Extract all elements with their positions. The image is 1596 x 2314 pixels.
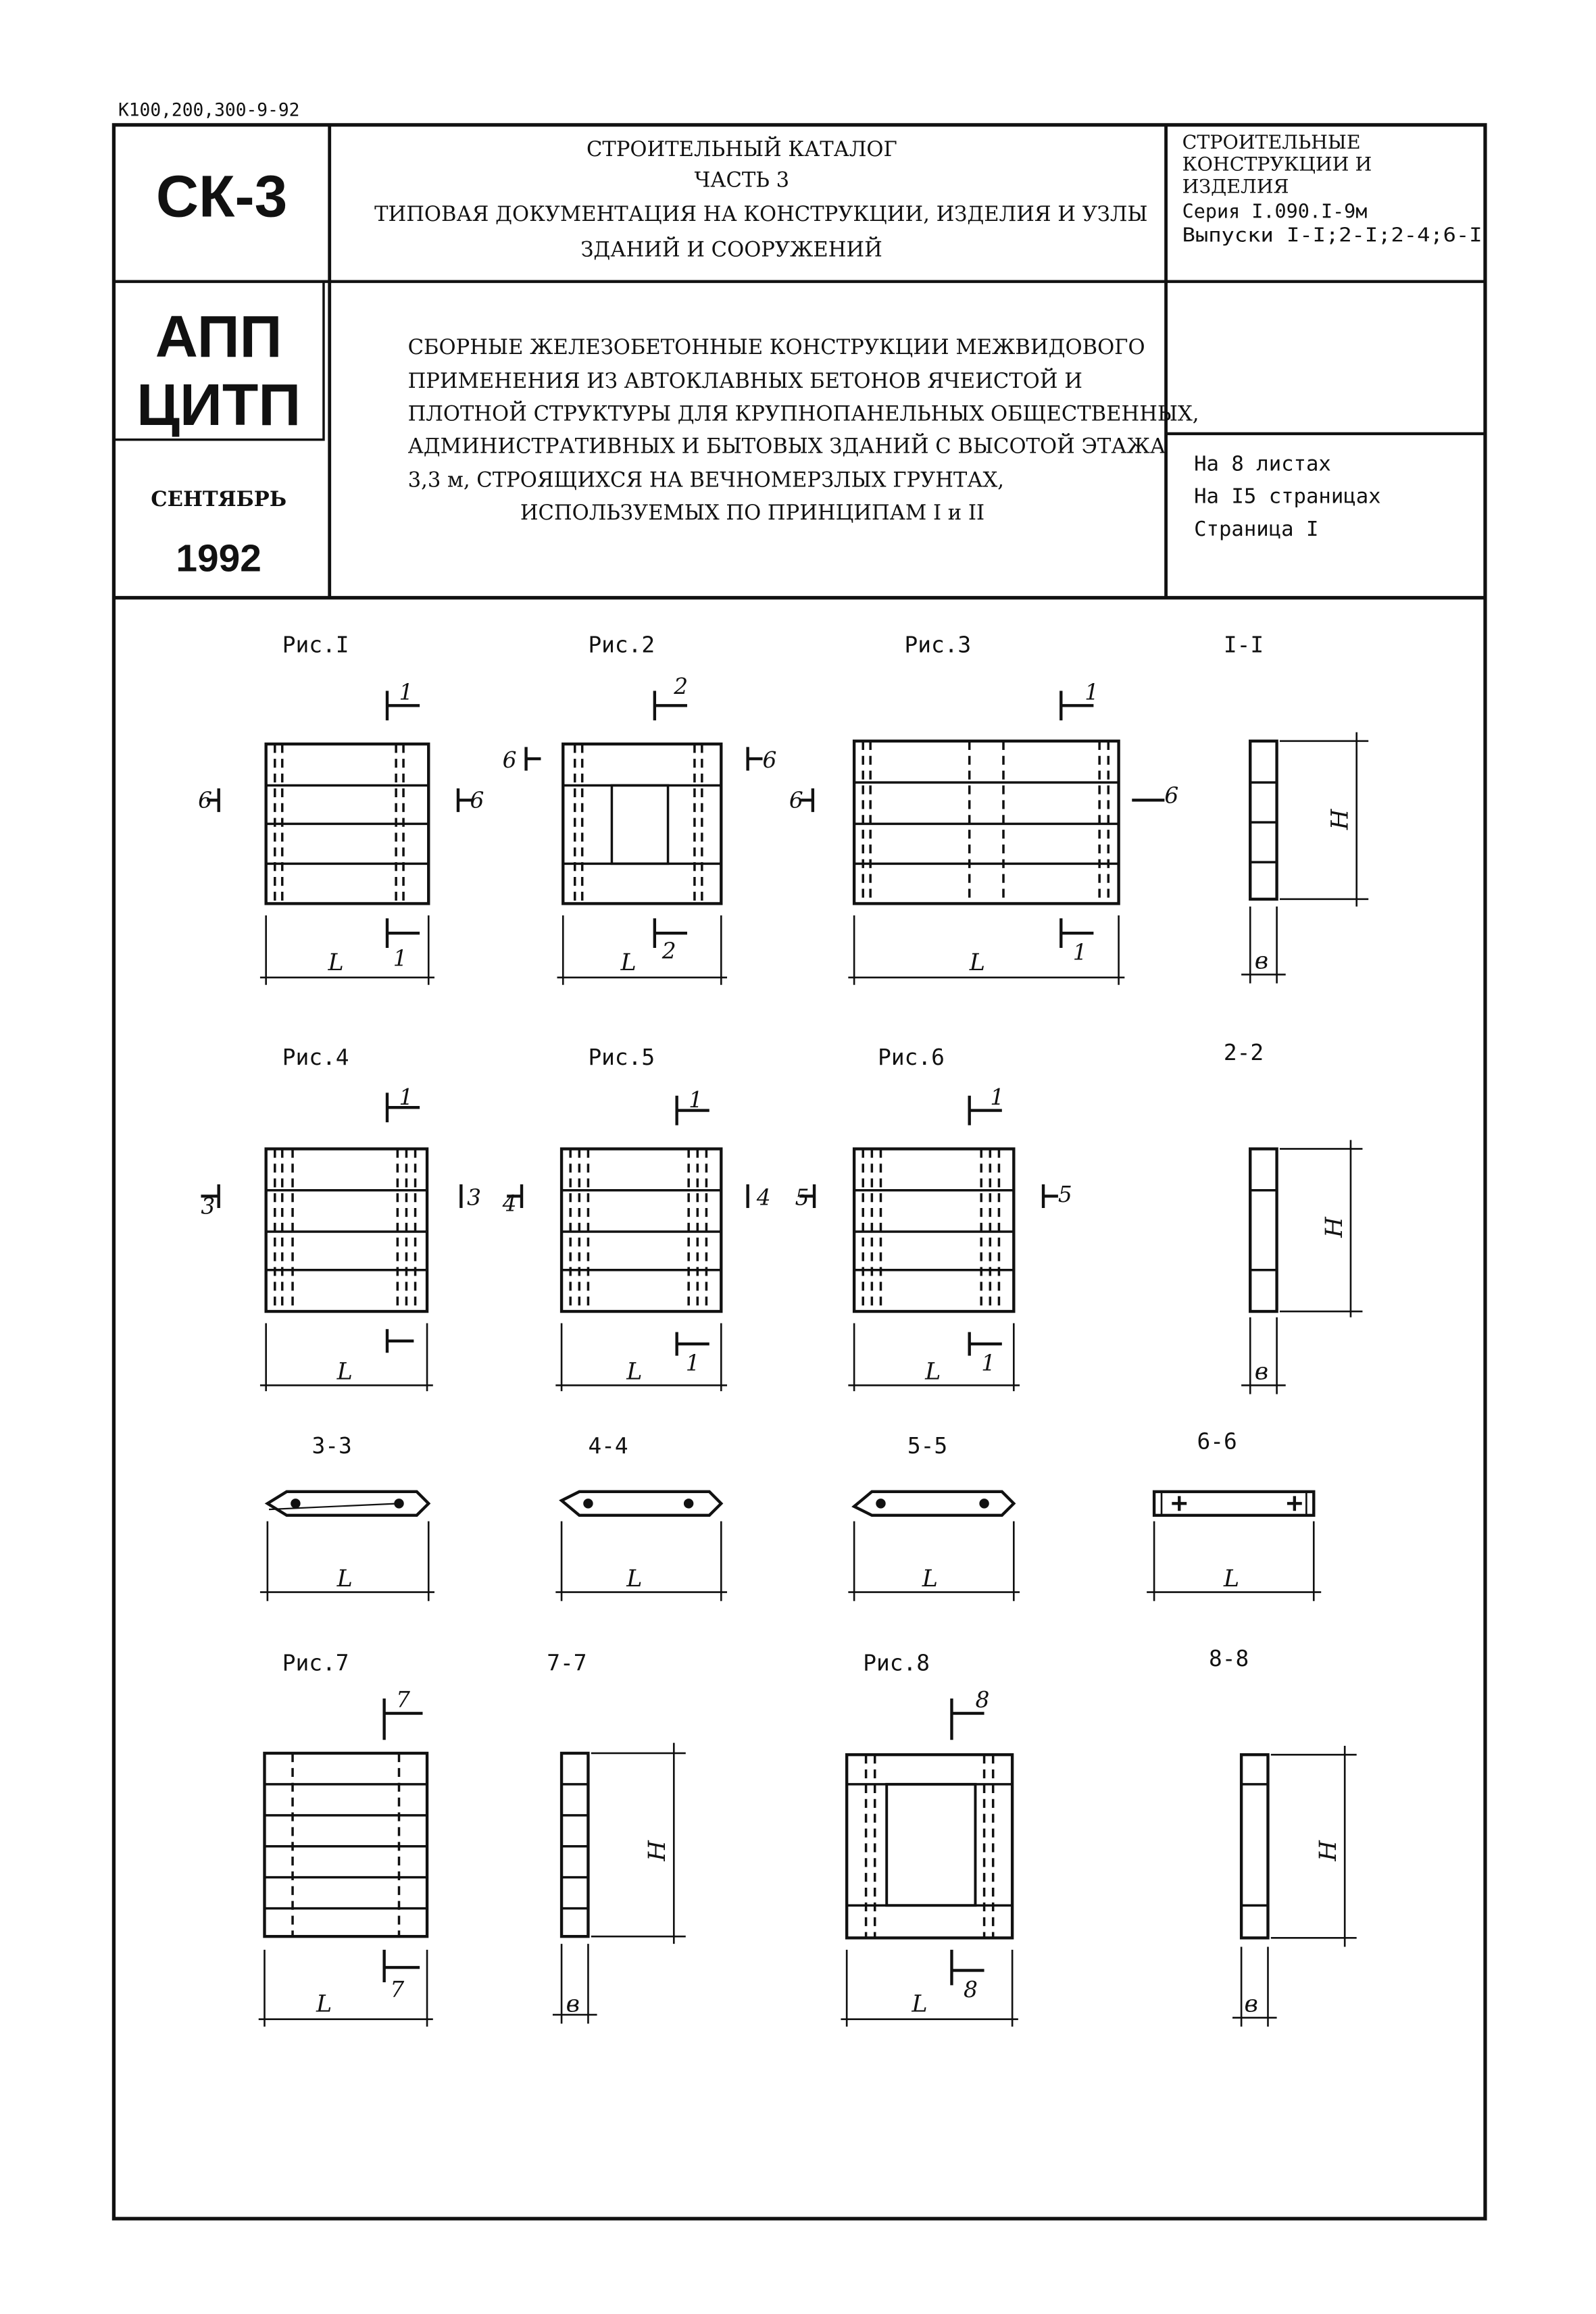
length-label: L — [336, 1358, 353, 1386]
figure-7-label: Рис.7 — [282, 1650, 349, 1676]
svg-text:6: 6 — [198, 787, 212, 813]
svg-text:На I5 страницах: На I5 страницах — [1194, 484, 1381, 509]
svg-text:3: 3 — [201, 1193, 216, 1219]
length-label: L — [1223, 1565, 1240, 1592]
panel-figure-5 — [507, 1096, 747, 1391]
figure-1-label: Рис.I — [282, 632, 349, 658]
svg-text:Страница I: Страница I — [1194, 517, 1319, 541]
svg-text:СТРОИТЕЛЬНЫЕ: СТРОИТЕЛЬНЫЕ — [1182, 130, 1361, 153]
svg-text:1: 1 — [981, 1350, 996, 1376]
panel-figure-6 — [799, 1096, 1058, 1391]
figure-8-label: Рис.8 — [863, 1650, 930, 1676]
svg-text:КОНСТРУКЦИИ И: КОНСТРУКЦИИ И — [1182, 153, 1372, 176]
svg-text:8: 8 — [975, 1687, 990, 1713]
svg-text:1: 1 — [689, 1087, 703, 1113]
svg-text:Серия I.090.I-9м: Серия I.090.I-9м — [1182, 200, 1368, 223]
section-8-8 — [1232, 1746, 1357, 2027]
section-6-6-label: 6-6 — [1197, 1428, 1237, 1455]
svg-text:1: 1 — [393, 945, 407, 972]
org-name-line2: ЦИТП — [136, 371, 301, 438]
svg-text:2: 2 — [674, 673, 689, 699]
issue-month: СЕНТЯБРЬ — [151, 487, 287, 512]
height-label: H — [1315, 1840, 1343, 1861]
length-label: L — [626, 1565, 643, 1592]
height-label: H — [1326, 809, 1354, 830]
length-label: L — [626, 1358, 643, 1386]
figure-2-label: Рис.2 — [588, 632, 655, 658]
svg-text:2: 2 — [662, 938, 676, 964]
svg-text:1: 1 — [399, 679, 414, 705]
svg-text:ИЗДЕЛИЯ: ИЗДЕЛИЯ — [1182, 175, 1289, 198]
section-1-1 — [1241, 732, 1368, 984]
length-label: L — [328, 949, 344, 976]
sheet-info — [1194, 453, 1380, 541]
svg-text:На 8 листах: На 8 листах — [1194, 452, 1331, 476]
svg-text:4: 4 — [756, 1184, 771, 1211]
length-label: L — [620, 949, 637, 976]
thickness-label: в — [1254, 1358, 1269, 1386]
svg-text:ПРИМЕНЕНИЯ ИЗ АВТОКЛАВНЫХ БЕТО: ПРИМЕНЕНИЯ ИЗ АВТОКЛАВНЫХ БЕТОНОВ ЯЧЕИСТОЙ И — [407, 370, 1082, 394]
dimension-labels — [316, 808, 1354, 2018]
thickness-label: в — [1254, 947, 1269, 975]
section-7-7 — [553, 1743, 686, 2024]
figure-3-label: Рис.3 — [904, 632, 972, 658]
svg-text:СТРОИТЕЛЬНЫЙ КАТАЛОГ: СТРОИТЕЛЬНЫЙ КАТАЛОГ — [587, 137, 897, 161]
svg-text:1: 1 — [685, 1350, 700, 1376]
series-info — [1182, 131, 1482, 247]
panel-figure-1 — [207, 690, 473, 984]
length-label: L — [912, 1990, 928, 2018]
svg-text:1: 1 — [1084, 679, 1099, 705]
figure-6-label: Рис.6 — [878, 1044, 945, 1070]
panel-figure-4 — [201, 1092, 461, 1391]
length-label: L — [336, 1565, 353, 1592]
issue-year: 1992 — [176, 537, 261, 580]
svg-text:6: 6 — [762, 747, 777, 774]
section-5-5-label: 5-5 — [907, 1433, 948, 1459]
svg-text:3: 3 — [467, 1184, 481, 1211]
svg-text:1: 1 — [399, 1084, 414, 1110]
figure-5-label: Рис.5 — [588, 1044, 655, 1070]
figure-4-label: Рис.4 — [282, 1044, 349, 1070]
section-1-1-label: I-I — [1223, 632, 1264, 658]
length-label: L — [316, 1990, 332, 2018]
svg-text:8: 8 — [963, 1976, 978, 2003]
svg-text:6: 6 — [1164, 782, 1179, 809]
org-name-line1: АПП — [155, 303, 282, 370]
svg-text:СБОРНЫЕ ЖЕЛЕЗОБЕТОННЫЕ КОНСТРУ: СБОРНЫЕ ЖЕЛЕЗОБЕТОННЫЕ КОНСТРУКЦИИ МЕЖВИДОВОГО — [407, 335, 1145, 359]
svg-text:3,3 м, СТРОЯЩИХСЯ НА ВЕЧНОМЕРЗ: 3,3 м, СТРОЯЩИХСЯ НА ВЕЧНОМЕРЗЛЫХ ГРУНТАХ, — [407, 468, 1005, 493]
thickness-label: в — [1244, 1990, 1258, 2018]
document-code: К100,200,300-9-92 — [118, 100, 300, 121]
svg-text:5: 5 — [1057, 1182, 1072, 1208]
section-8-8-label: 8-8 — [1208, 1645, 1249, 1671]
svg-text:4: 4 — [502, 1190, 517, 1217]
height-label: H — [644, 1840, 672, 1861]
section-4-4-label: 4-4 — [588, 1433, 628, 1459]
panel-figure-7 — [259, 1699, 433, 2027]
svg-text:7: 7 — [396, 1687, 411, 1713]
svg-text:ТИПОВАЯ ДОКУМЕНТАЦИЯ НА КОНСТР: ТИПОВАЯ ДОКУМЕНТАЦИЯ НА КОНСТРУКЦИИ, ИЗДЕЛИЯ И УЗЛЫ — [374, 203, 1148, 227]
length-label: L — [922, 1565, 938, 1592]
length-label: L — [969, 949, 985, 976]
svg-text:ЧАСТЬ 3: ЧАСТЬ 3 — [694, 168, 790, 193]
section-mark-numbers — [198, 674, 1178, 2003]
section-2-2 — [1241, 1140, 1362, 1394]
catalog-code: СК-3 — [155, 163, 288, 230]
catalog-title — [374, 136, 1147, 262]
section-2-2-label: 2-2 — [1223, 1040, 1264, 1066]
svg-text:6: 6 — [789, 787, 803, 813]
document-description — [408, 336, 1199, 525]
section-7-7-label: 7-7 — [547, 1650, 587, 1676]
panel-figure-3 — [801, 690, 1164, 984]
svg-text:Выпуски I-I;2-I;2-4;6-I: Выпуски I-I;2-I;2-4;6-I — [1182, 224, 1482, 247]
thickness-label: в — [566, 1990, 580, 2018]
height-label: H — [1320, 1217, 1348, 1238]
svg-text:1: 1 — [990, 1084, 1005, 1110]
svg-text:6: 6 — [470, 787, 484, 813]
svg-text:5: 5 — [795, 1184, 809, 1211]
section-3-3-label: 3-3 — [311, 1433, 352, 1459]
svg-text:ПЛОТНОЙ СТРУКТУРЫ ДЛЯ КРУПНОПА: ПЛОТНОЙ СТРУКТУРЫ ДЛЯ КРУПНОПАНЕЛЬНЫХ ОБЩЕСТВЕННЫХ, — [407, 402, 1199, 426]
svg-text:7: 7 — [390, 1976, 405, 2003]
svg-text:1: 1 — [1072, 939, 1087, 965]
panel-figure-2 — [526, 690, 763, 984]
panel-figure-8 — [841, 1699, 1018, 2027]
svg-text:ИСПОЛЬЗУЕМЫХ ПО ПРИНЦИПАМ I и: ИСПОЛЬЗУЕМЫХ ПО ПРИНЦИПАМ I и II — [520, 501, 985, 525]
length-label: L — [925, 1358, 941, 1386]
svg-text:6: 6 — [502, 747, 517, 774]
svg-text:ЗДАНИЙ И СООРУЖЕНИЙ: ЗДАНИЙ И СООРУЖЕНИЙ — [580, 238, 882, 262]
svg-text:АДМИНИСТРАТИВНЫХ И БЫТОВЫХ ЗДА: АДМИНИСТРАТИВНЫХ И БЫТОВЫХ ЗДАНИЙ С ВЫСОТОЙ ЭТАЖА — [407, 434, 1166, 459]
